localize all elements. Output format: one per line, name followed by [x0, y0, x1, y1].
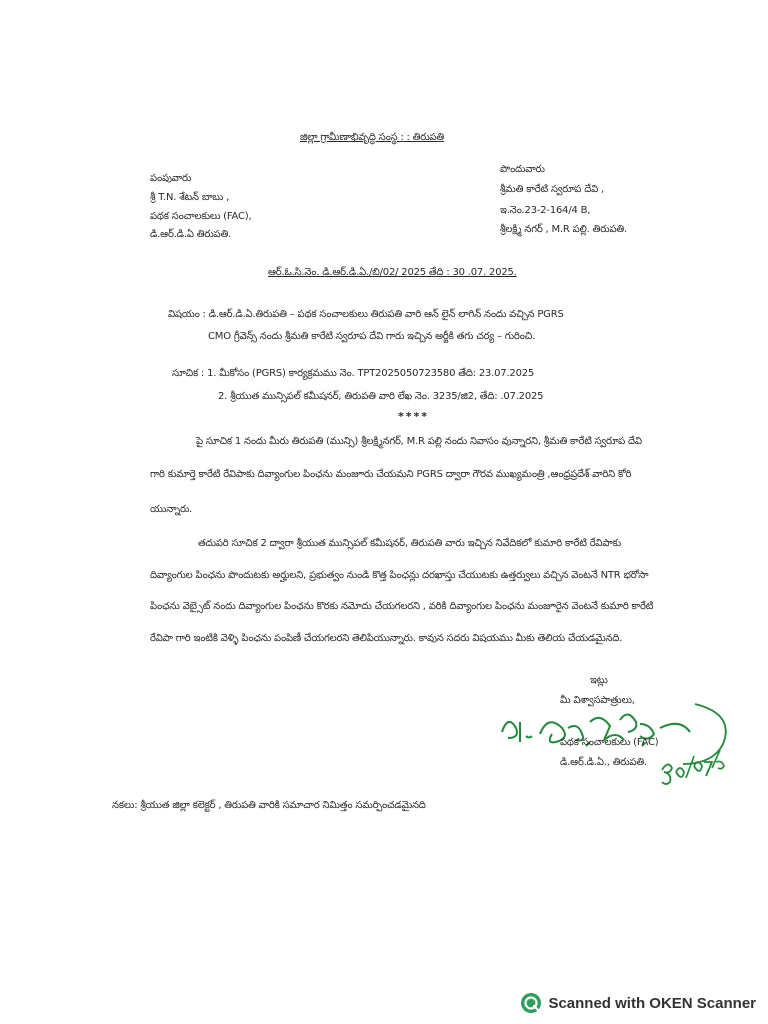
oken-scanner-icon [520, 992, 542, 1014]
paragraph-2-line-3: పింఛను వెబ్సైట్ నందు దివ్యాంగుల పింఛను కొరకు నమోదు చేయగలరని , వరికి దివ్యాంగుల పింఛను మంజూరైన వెంటనే కుమారి కారేటి [150, 601, 654, 612]
closing-yours-faithfully: మీ విశ్వాసపాత్రులు, [560, 695, 635, 706]
separator-stars: **** [398, 410, 430, 423]
recipient-address-line-2: శ్రీలక్ష్మి నగర్ , M.R పల్లి. తిరుపతి. [500, 224, 627, 235]
paragraph-1-line-3: యున్నారు. [150, 504, 193, 515]
recipient-name: శ్రీమతి కారేటి స్వరూప దేవి , [500, 184, 604, 195]
sender-heading: పంపువారు [150, 173, 192, 184]
letter-title: జిల్లా గ్రామీణాభివృద్ధి సంస్థ : : తిరుపతి [300, 132, 445, 143]
copy-note: నకలు: శ్రీయుత జిల్లా కలెక్టర్ , తిరుపతి వారికి సమాచార నిమిత్తం సమర్పించడమైనది [112, 800, 426, 811]
sender-designation: పథక సంచాలకులు (FAC), [150, 211, 252, 222]
scanner-label: Scanned with OKEN Scanner [548, 994, 756, 1012]
recipient-heading: పొందువారు [500, 164, 545, 175]
sender-name: శ్రీ T.N. శేటన్ బాబు , [150, 192, 230, 203]
paragraph-1-line-1: పై సూచిక 1 నందు మీరు తిరుపతి (మున్సి) శ్రీలక్ష్మినగర్, M.R పల్లి నందు నివాసం వున్నారని, శ్రీమతి కారేటి స్వరూప దేవి [196, 436, 642, 447]
subject-line-1: విషయం : డి.ఆర్.డి.ఏ.తిరుపతి – పథక సంచాలకులు తిరుపతి వారి ఆన్ లైన్ లాగిన్ నందు వచ్చిన PGRS [168, 309, 564, 320]
handwritten-date [658, 748, 728, 788]
reference-line-1: సూచిక : 1. మీకోసం (PGRS) కార్యక్రమము నెం. TPT2025050723580 తేది: 23.07.2025 [172, 368, 535, 379]
closing-office: డి.ఆర్.డి.ఏ., తిరుపతి. [560, 757, 648, 768]
reference-number: ఆర్.ఓ.సి.నెం. డి.ఆర్.డి.ఏ./బి/02/ 2025 తేది : 30 .07. 2025. [268, 267, 517, 278]
closing-itlu: ఇట్లు [590, 675, 608, 686]
paragraph-2-line-2: దివ్యాంగుల పింఛను పొందుటకు అర్హులని, ప్రభుత్వం నుండి కొత్త పింఛన్లు దరఖాస్తు చేయుటకు ఉత్తర్వులు వచ్చిన వెంటనే NTR భరోసా [150, 570, 649, 581]
reference-line-2: 2. శ్రీయుత మున్సిపల్ కమీషనర్, తిరుపతి వారి లేఖ నెం. 3235/జి2, తేది: .07.2025 [218, 391, 544, 402]
paragraph-2-line-1: తదుపరి సూచిక 2 ద్వారా శ్రీయుత మున్సిపల్ కమీషనర్, తిరుపతి వారు ఇచ్చిన నివేదికలో కుమారి కారేటి రేవిపాకు [198, 538, 621, 549]
subject-line-2: CMO గ్రీవెన్స్ నందు శ్రీమతి కారేటి స్వరూప దేవి గారు ఇచ్చిన అర్జీకి తగు చర్య – గురించి. [208, 331, 536, 342]
paragraph-1-line-2: గారి కుమార్తె కారేటి రేవిపాకు దివ్యాంగుల పింఛను మంజూరు చేయమని PGRS ద్వారా గౌరవ ముఖ్యమంత్రి ,ఆంధ్రప్రదేశ్ వారిని కోరి [150, 469, 632, 480]
closing-designation: పథక సంచాలకులు (FAC) [560, 737, 659, 748]
scanner-watermark [520, 992, 756, 1014]
recipient-address-line-1: ఇ.నెం.23-2-164/4 B, [500, 205, 591, 216]
sender-office: డి.ఆర్.డి.ఏ తిరుపతి. [150, 229, 232, 240]
paragraph-2-line-4: రేవిపా గారి ఇంటికి వెళ్ళి పింఛను పంపిణీ చేయగలరని తెలిపియున్నారు. కావున సదరు విషయము మీకు తెలియ చేయడమైనది. [150, 633, 623, 644]
